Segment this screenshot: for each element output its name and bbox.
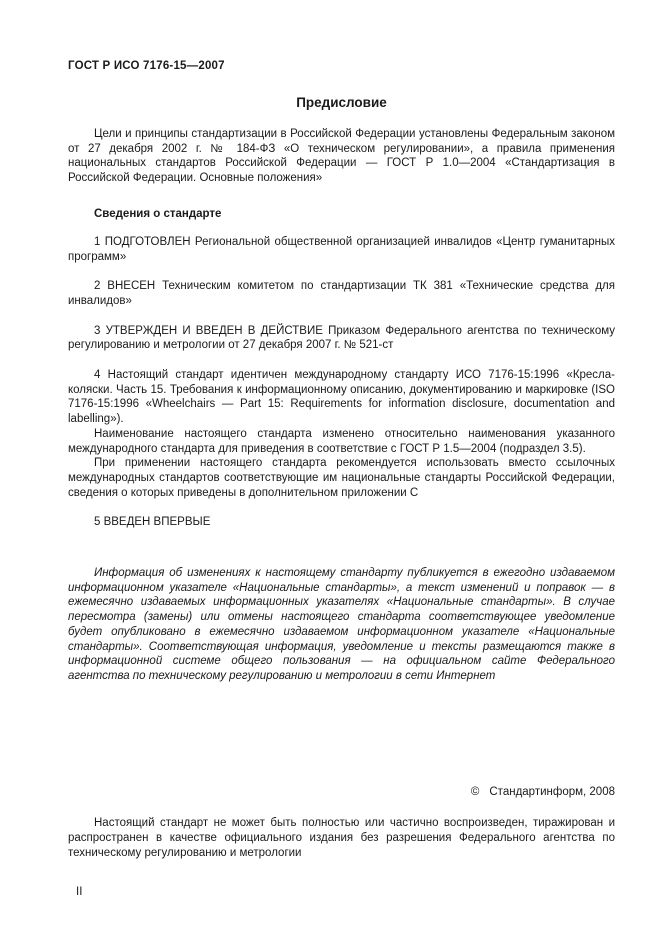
standard-info-item-2: 2 ВНЕСЕН Техническим комитетом по стандартизации ТК 381 «Технические средства для инвалидов» (68, 280, 615, 307)
standard-designation: ГОСТ Р ИСО 7176-15—2007 (68, 60, 225, 72)
standard-info-item-1: 1 ПОДГОТОВЛЕН Региональной общественной организацией инвалидов «Центр гуманитарных программ» (68, 235, 615, 263)
reproduction-disclaimer: Настоящий стандарт не может быть полностью или частично воспроизведен, тиражирован и распространен в качестве официального издания без разрешения Федерального агентства по техническому регулированию и метрологии (68, 817, 615, 859)
standard-info-item-5: 5 ВВЕДЕН ВПЕРВЫЕ (94, 516, 211, 529)
section-heading: Сведения о стандарте (94, 207, 222, 220)
item-4-note-1: Наименование настоящего стандарта изменено относительно наименования указанного международного стандарта для приведения в соответствие с ГОСТ Р 1.5—2004 (подраздел 3.5). (68, 427, 615, 455)
copyright-text: Стандартинформ, 2008 (489, 785, 615, 798)
copyright-line (68, 785, 615, 800)
standard-info-item-4: 4 Настоящий стандарт идентичен международному стандарту ИСО 7176-15:1996 «Кресла-коляски. Часть 15. Требования к информационному описанию, документированию и маркировке (ISO 7176-15:1996 «Wheelchairs — Part 15: Requirements for information disclosure, documentation and labelling»). (68, 369, 615, 426)
page-title: Предисловие (296, 95, 387, 110)
intro-paragraph: Цели и принципы стандартизации в Российской Федерации установлены Федеральным законом от 27 декабря 2002 г. № 184-ФЗ «О техническом регулировании», а правила применения национальных стандартов Российской Федерации — ГОСТ Р 1.0—2004 «Стандартизация в Российской Федерации. Основные положения» (68, 128, 615, 185)
copyright-icon: © (470, 785, 480, 798)
item-4-note-2: При применении настоящего стандарта рекомендуется использовать вместо ссылочных международных стандартов соответствующие им национальные стандарты Российской Федерации, сведения о которых приведены в дополнительном приложении С (68, 457, 615, 499)
amendments-notice-italic: Информация об изменениях к настоящему стандарту публикуется в ежегодно издаваемом информационном указателе «Национальные стандарты», а текст изменений и поправок — в ежемесячно издаваемых информационных указателях «Национальные стандарты». В случае пересмотра (замены) или отмены настоящего стандарта соответствующее уведомление будет опубликовано в ежемесячно издаваемом информационном указателе «Национальные стандарты». Соответствующая информация, уведомление и тексты размещаются также в информационной системе общего пользования — на официальном сайте Федерального агентства по техническому регулированию и метрологии в сети Интернет (68, 567, 615, 682)
page-number: II (76, 885, 83, 898)
standard-info-item-3: 3 УТВЕРЖДЕН И ВВЕДЕН В ДЕЙСТВИЕ Приказом Федерального агентства по техническому регулированию и метрологии от 27 декабря 2007 г. № 521-ст (68, 324, 615, 352)
